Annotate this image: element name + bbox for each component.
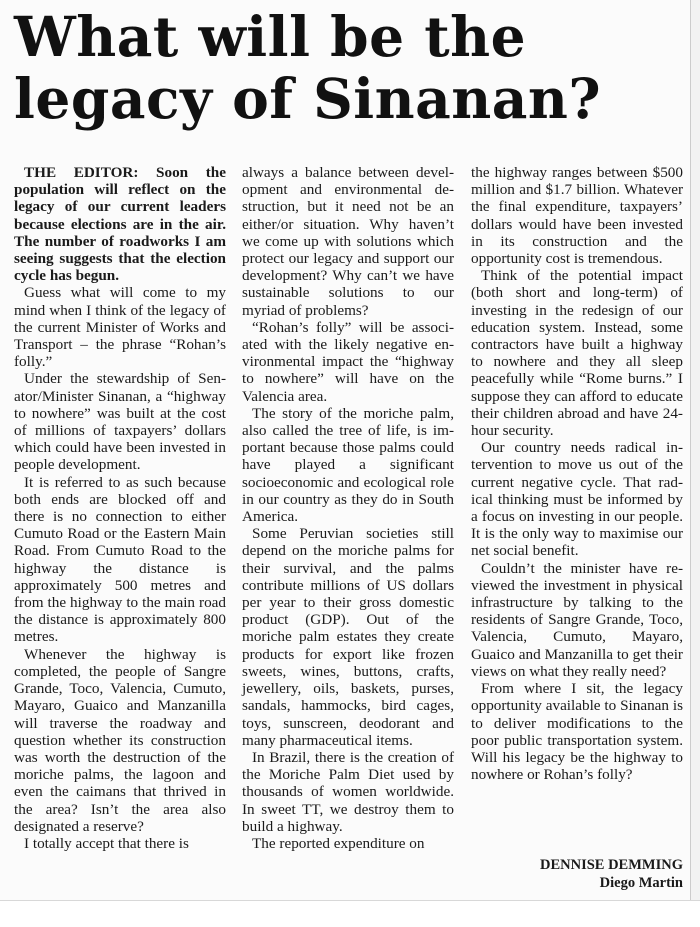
paragraph: I totally accept that there is: [24, 834, 189, 852]
adjacent-page-edge: [690, 0, 700, 900]
paragraph: the highway ranges between $500 million and $1.7 billion. Whatever the final expenditure, taxpayers’ dollars would have been invested in its construction and the opportunity cost is tremendous.: [471, 164, 683, 268]
paragraph: The reported expenditure on: [252, 834, 425, 852]
column-1: [14, 164, 226, 852]
paragraph: always a balance between development and environmental destruction, but it need not be an either/or situation. Why haven’t we come up with solutions which protect our legacy and support our development? Why can’t we have sustainable solutions to our myriad of problems?: [242, 164, 454, 319]
lead-paragraph: THE EDITOR: Soon the population will reflect on the legacy of our current leaders because elections are in the air. The number of roadworks I am seeing suggests that the election cycle has begun.: [14, 164, 226, 285]
paragraph: Under the stewardship of Senator/Minister Sinanan, a “highway to nowhere” was built at the cost of millions of taxpayers’ dollars which could have been invested in people development.: [14, 370, 226, 474]
paragraph: Whenever the highway is completed, the people of Sangre Grande, Toco, Valencia, Cumuto, Mayaro, Guaico and Manzanilla will traverse the roadway and question whether its construction was worth the destruction of the moriche palms, the lagoon and even the caimans that thrived in the area? Isn’t the area also designated a reserve?: [14, 645, 226, 835]
author-name: DENNISE DEMMING: [540, 857, 683, 873]
column-2: [242, 164, 454, 852]
paragraph: “Rohan’s folly” will be associated with the likely negative environmental impact the “highway to nowhere” will have on the Valencia area.: [242, 318, 454, 405]
paragraph: The story of the moriche palm, also called the tree of life, is important because those palms could have played a significant socioeconomic and ecological role in our country as they do in South America.: [242, 404, 454, 526]
author-location: Diego Martin: [599, 875, 683, 891]
next-article-edge: [0, 900, 700, 927]
headline: What will be the legacy of Sinanan?: [14, 4, 602, 131]
paragraph: Guess what will come to my mind when I think of the legacy of the current Minister of Works and Transport – the phrase “Rohan’s folly.”: [14, 284, 226, 371]
paragraph: Our country needs radical intervention to move us out of the current negative cycle. That radical thinking must be informed by a focus on investing in our people. It is the only way to maximise our net social benefit.: [471, 439, 683, 560]
paragraph: Couldn’t the minister have reviewed the investment in physical infrastructure by talking to the residents of Sangre Grande, Toco, Valencia, Cumuto, Mayaro, Guaico and Manzanilla to get their views on what they really need?: [471, 559, 683, 680]
paragraph: Some Peruvian societies still depend on the moriche palms for their survival, and the palms contribute millions of US dollars per year to their gross domestic product (GDP). Out of the moriche palm estates they create products for export like frozen sweets, wines, buttons, crafts, jewellery, oils, baskets, purses, sandals, hammocks, bird cages, toys, sunscreen, deodorant and many pharmaceutical items.: [242, 525, 454, 749]
paragraph: In Brazil, there is the creation of the Moriche Palm Diet used by thousands of women worldwide. In sweet TT, we destroy them to build a highway.: [242, 748, 454, 835]
paragraph: Think of the potential impact (both short and long-term) of investing in the redesign of our education system. Instead, some contractors have built a highway to nowhere and they all sleep peacefully while “Rome burns.” I suppose they can afford to educate their children abroad and have 24-hour security.: [471, 267, 683, 440]
paragraph: It is referred to as such because both ends are blocked off and there is no connection to either Cumuto Road or the Eastern Main Road. From Cumuto Road to the highway the distance is approximately 500 metres and from the highway to the main road the distance is approximately 800 metres.: [14, 473, 226, 646]
column-3: [471, 164, 683, 783]
paragraph: From where I sit, the legacy opportunity available to Sinanan is to deliver modifications to the poor public transportation system. Will his legacy be the highway to nowhere or Rohan’s folly?: [471, 680, 683, 784]
